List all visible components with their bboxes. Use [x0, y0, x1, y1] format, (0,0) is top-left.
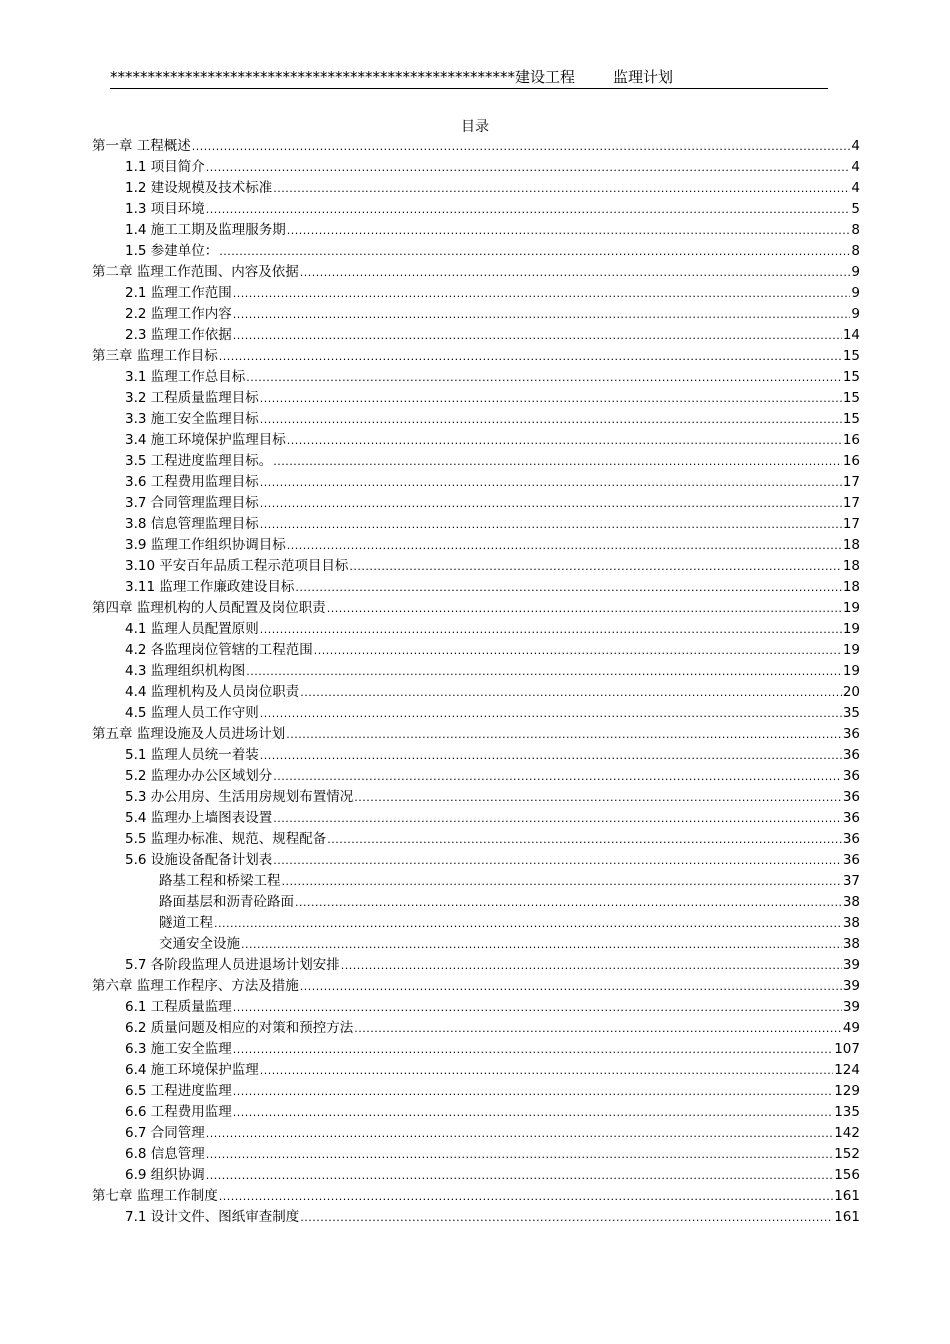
toc-entry[interactable] [92, 619, 860, 640]
toc-entry-page: 19 [842, 621, 860, 637]
toc-leader-dots [260, 745, 842, 766]
toc-entry-label: 第三章 监理工作目标 [92, 348, 218, 364]
toc-entry-page: 142 [834, 1125, 860, 1141]
running-header [110, 66, 828, 89]
toc-leader-dots [287, 430, 842, 451]
toc-entry[interactable] [92, 871, 860, 892]
toc-leader-dots [206, 1165, 833, 1186]
toc-leader-dots [260, 472, 842, 493]
toc-entry-page: 19 [842, 600, 860, 616]
toc-leader-dots [233, 304, 851, 325]
toc-entry-label: 路基工程和桥梁工程 [159, 873, 281, 889]
header-stars: ****************************************************** [110, 68, 515, 86]
toc-entry-page: 36 [842, 810, 860, 826]
toc-entry[interactable] [92, 640, 860, 661]
toc-entry-label: 5.2 监理办办公区域划分 [125, 768, 273, 784]
toc-entry-page: 49 [842, 1020, 860, 1036]
toc-leader-dots [354, 1018, 842, 1039]
toc-entry[interactable] [92, 577, 860, 598]
toc-entry-label: 6.3 施工安全监理 [125, 1041, 232, 1057]
toc-leader-dots [273, 178, 850, 199]
toc-entry-page: 4 [851, 159, 860, 175]
toc-entry-page: 18 [842, 558, 860, 574]
toc-entry-label: 7.1 设计文件、图纸审查制度 [125, 1209, 300, 1225]
toc-leader-dots [341, 955, 842, 976]
toc-entry-page: 4 [851, 138, 860, 154]
toc-leader-dots [327, 829, 842, 850]
toc-entry[interactable] [92, 934, 860, 955]
toc-leader-dots [260, 619, 842, 640]
toc-entry[interactable] [92, 913, 860, 934]
toc-entry[interactable] [92, 661, 860, 682]
toc-entry-label: 交通安全设施 [159, 936, 240, 952]
toc-leader-dots [287, 535, 842, 556]
toc-entry[interactable] [92, 787, 860, 808]
toc-entry-page: 36 [842, 831, 860, 847]
toc-entry[interactable] [92, 1018, 860, 1039]
toc-entry[interactable] [92, 955, 860, 976]
toc-entry-label: 1.4 施工工期及监理服务期 [125, 222, 286, 238]
toc-leader-dots [273, 850, 842, 871]
toc-entry-page: 161 [834, 1188, 860, 1204]
toc-leader-dots [273, 766, 842, 787]
toc-leader-dots [314, 640, 842, 661]
toc-leader-dots [206, 157, 851, 178]
toc-entry[interactable] [92, 1081, 860, 1102]
toc-entry[interactable] [92, 724, 860, 745]
toc-entry-page: 9 [851, 264, 860, 280]
toc-leader-dots [206, 1123, 833, 1144]
toc-entry-label: 1.2 建设规模及技术标准 [125, 180, 273, 196]
toc-entry-label: 5.7 各阶段监理人员进退场计划安排 [125, 957, 340, 973]
toc-entry-label: 3.8 信息管理监理目标 [125, 516, 259, 532]
toc-leader-dots [219, 241, 850, 262]
toc-entry[interactable] [92, 829, 860, 850]
toc-entry-page: 15 [842, 369, 860, 385]
toc-entry[interactable] [92, 850, 860, 871]
toc-leader-dots [233, 283, 851, 304]
toc-entry-page: 9 [851, 285, 860, 301]
toc-entry-label: 1.5 参建单位： [125, 243, 219, 259]
toc-leader-dots [260, 1060, 833, 1081]
toc-entry-label: 3.9 监理工作组织协调目标 [125, 537, 286, 553]
toc-entry[interactable] [92, 556, 860, 577]
toc-leader-dots [286, 724, 842, 745]
toc-entry-page: 36 [842, 852, 860, 868]
toc-entry-label: 第五章 监理设施及人员进场计划 [92, 726, 286, 742]
toc-entry-page: 152 [834, 1146, 860, 1162]
toc-entry-page: 39 [842, 978, 860, 994]
toc-entry-label: 3.4 施工环境保护监理目标 [125, 432, 286, 448]
toc-entry-label: 隧道工程 [159, 915, 213, 931]
toc-entry-label: 3.5 工程进度监理目标。 [125, 453, 273, 469]
toc-entry[interactable] [92, 262, 860, 283]
toc-leader-dots [300, 976, 842, 997]
toc-entry-page: 16 [842, 432, 860, 448]
toc-entry-page: 4 [851, 180, 860, 196]
toc-leader-dots [233, 997, 842, 1018]
toc-entry[interactable] [92, 682, 860, 703]
toc-entry-label: 路面基层和沥青砼路面 [159, 894, 294, 910]
table-of-contents [92, 136, 860, 1228]
toc-entry-label: 6.6 工程费用监理 [125, 1104, 232, 1120]
toc-entry[interactable] [92, 1144, 860, 1165]
toc-leader-dots [214, 913, 842, 934]
toc-entry[interactable] [92, 745, 860, 766]
toc-entry[interactable] [92, 1207, 860, 1228]
toc-entry-page: 38 [842, 936, 860, 952]
toc-leader-dots [260, 493, 842, 514]
toc-entry[interactable] [92, 808, 860, 829]
toc-entry[interactable] [92, 535, 860, 556]
toc-entry-label: 4.4 监理机构及人员岗位职责 [125, 684, 300, 700]
toc-entry-page: 39 [842, 999, 860, 1015]
toc-entry[interactable] [92, 703, 860, 724]
toc-entry[interactable] [92, 430, 860, 451]
toc-entry[interactable] [92, 178, 860, 199]
toc-entry-page: 39 [842, 957, 860, 973]
toc-entry[interactable] [92, 766, 860, 787]
toc-entry-label: 3.3 施工安全监理目标 [125, 411, 259, 427]
toc-leader-dots [241, 934, 842, 955]
toc-entry-page: 124 [834, 1062, 860, 1078]
toc-entry[interactable] [92, 1123, 860, 1144]
toc-entry-page: 36 [842, 726, 860, 742]
toc-entry[interactable] [92, 199, 860, 220]
toc-entry-page: 19 [842, 642, 860, 658]
toc-leader-dots [233, 1081, 833, 1102]
toc-entry-page: 9 [851, 306, 860, 322]
toc-entry-page: 15 [842, 390, 860, 406]
toc-entry[interactable] [92, 472, 860, 493]
toc-entry-label: 3.1 监理工作总目标 [125, 369, 246, 385]
toc-entry-label: 第二章 监理工作范围、内容及依据 [92, 264, 299, 280]
toc-leader-dots [295, 892, 842, 913]
toc-entry[interactable] [92, 325, 860, 346]
toc-leader-dots [349, 556, 841, 577]
toc-leader-dots [206, 199, 851, 220]
toc-entry-label: 4.5 监理人员工作守则 [125, 705, 259, 721]
toc-leader-dots [246, 661, 842, 682]
toc-entry-label: 2.2 监理工作内容 [125, 306, 232, 322]
toc-entry-page: 8 [851, 243, 860, 259]
toc-entry-label: 5.6 设施设备配备计划表 [125, 852, 273, 868]
toc-entry-page: 35 [842, 705, 860, 721]
toc-entry-label: 5.1 监理人员统一着装 [125, 747, 259, 763]
toc-leader-dots [327, 598, 842, 619]
toc-entry-page: 107 [834, 1041, 860, 1057]
toc-leader-dots [233, 325, 842, 346]
toc-entry-label: 3.7 合同管理监理目标 [125, 495, 259, 511]
toc-entry[interactable] [92, 220, 860, 241]
toc-entry-page: 17 [842, 495, 860, 511]
toc-leader-dots [260, 514, 842, 535]
toc-leader-dots [233, 1039, 833, 1060]
toc-leader-dots [300, 262, 851, 283]
toc-leader-dots [260, 409, 842, 430]
toc-entry-page: 15 [842, 411, 860, 427]
header-doc-type: 监理计划 [613, 68, 674, 86]
toc-entry-page: 135 [834, 1104, 860, 1120]
toc-entry-page: 19 [842, 663, 860, 679]
toc-leader-dots [219, 346, 842, 367]
toc-entry[interactable] [92, 1039, 860, 1060]
toc-entry-label: 第六章 监理工作程序、方法及措施 [92, 978, 299, 994]
toc-leader-dots [300, 1207, 833, 1228]
toc-entry-label: 6.2 质量问题及相应的对策和预控方法 [125, 1020, 354, 1036]
toc-leader-dots [206, 1144, 833, 1165]
toc-entry-label: 5.5 监理办标准、规范、规程配备 [125, 831, 327, 847]
toc-entry-label: 1.1 项目简介 [125, 159, 205, 175]
toc-entry-page: 36 [842, 789, 860, 805]
toc-entry-page: 17 [842, 474, 860, 490]
toc-leader-dots [192, 136, 851, 157]
toc-entry-label: 5.4 监理办上墙图表设置 [125, 810, 273, 826]
toc-leader-dots [246, 367, 842, 388]
toc-entry-page: 38 [842, 894, 860, 910]
toc-entry-label: 3.6 工程费用监理目标 [125, 474, 259, 490]
toc-entry-label: 3.11 监理工作廉政建设目标 [125, 579, 295, 595]
toc-entry-page: 15 [842, 348, 860, 364]
toc-entry[interactable] [92, 1102, 860, 1123]
toc-entry-label: 4.1 监理人员配置原则 [125, 621, 259, 637]
toc-entry[interactable] [92, 514, 860, 535]
toc-entry-label: 6.5 工程进度监理 [125, 1083, 232, 1099]
toc-entry-label: 5.3 办公用房、生活用房规划布置情况 [125, 789, 354, 805]
toc-entry[interactable] [92, 388, 860, 409]
toc-entry-page: 156 [834, 1167, 860, 1183]
toc-entry-label: 3.2 工程质量监理目标 [125, 390, 259, 406]
toc-entry-page: 36 [842, 747, 860, 763]
toc-entry-label: 6.7 合同管理 [125, 1125, 205, 1141]
toc-entry[interactable] [92, 409, 860, 430]
toc-entry-page: 129 [834, 1083, 860, 1099]
toc-entry-label: 第七章 监理工作制度 [92, 1188, 218, 1204]
toc-leader-dots [260, 703, 842, 724]
toc-entry[interactable] [92, 241, 860, 262]
toc-entry-label: 2.3 监理工作依据 [125, 327, 232, 343]
toc-entry-label: 6.4 施工环境保护监理 [125, 1062, 259, 1078]
toc-entry[interactable] [92, 493, 860, 514]
toc-entry-page: 18 [842, 537, 860, 553]
header-project: 建设工程 [515, 68, 576, 86]
toc-entry-page: 161 [834, 1209, 860, 1225]
toc-entry-page: 20 [842, 684, 860, 700]
toc-entry-page: 14 [842, 327, 860, 343]
toc-leader-dots [273, 451, 842, 472]
toc-leader-dots [273, 808, 842, 829]
toc-entry-page: 37 [842, 873, 860, 889]
toc-entry[interactable] [92, 157, 860, 178]
toc-entry-label: 3.10 平安百年品质工程示范项目目标 [125, 558, 349, 574]
toc-entry[interactable] [92, 997, 860, 1018]
toc-entry[interactable] [92, 451, 860, 472]
toc-leader-dots [282, 871, 842, 892]
toc-entry[interactable] [92, 136, 860, 157]
toc-entry[interactable] [92, 346, 860, 367]
toc-leader-dots [233, 1102, 833, 1123]
toc-leader-dots [219, 1186, 833, 1207]
toc-entry-page: 17 [842, 516, 860, 532]
toc-entry[interactable] [92, 598, 860, 619]
toc-entry-page: 36 [842, 768, 860, 784]
toc-entry-page: 16 [842, 453, 860, 469]
toc-entry[interactable] [92, 304, 860, 325]
toc-entry-label: 6.1 工程质量监理 [125, 999, 232, 1015]
toc-entry[interactable] [92, 1186, 860, 1207]
toc-entry[interactable] [92, 1165, 860, 1186]
toc-leader-dots [300, 682, 842, 703]
toc-entry[interactable] [92, 976, 860, 997]
toc-leader-dots [260, 388, 842, 409]
toc-entry-label: 2.1 监理工作范围 [125, 285, 232, 301]
toc-entry-label: 第四章 监理机构的人员配置及岗位职责 [92, 600, 326, 616]
toc-entry-page: 5 [851, 201, 860, 217]
toc-entry[interactable] [92, 1060, 860, 1081]
toc-entry-label: 4.2 各监理岗位管辖的工程范围 [125, 642, 313, 658]
toc-entry-label: 6.9 组织协调 [125, 1167, 205, 1183]
toc-leader-dots [295, 577, 841, 598]
toc-entry-label: 1.3 项目环境 [125, 201, 205, 217]
toc-entry[interactable] [92, 367, 860, 388]
toc-entry-label: 6.8 信息管理 [125, 1146, 205, 1162]
toc-entry-page: 18 [842, 579, 860, 595]
toc-title: 目录 [461, 119, 489, 135]
toc-entry[interactable] [92, 892, 860, 913]
toc-entry-page: 38 [842, 915, 860, 931]
toc-entry-label: 第一章 工程概述 [92, 138, 191, 154]
toc-entry-page: 8 [851, 222, 860, 238]
toc-leader-dots [354, 787, 842, 808]
toc-entry-label: 4.3 监理组织机构图 [125, 663, 246, 679]
toc-leader-dots [287, 220, 851, 241]
toc-entry[interactable] [92, 283, 860, 304]
